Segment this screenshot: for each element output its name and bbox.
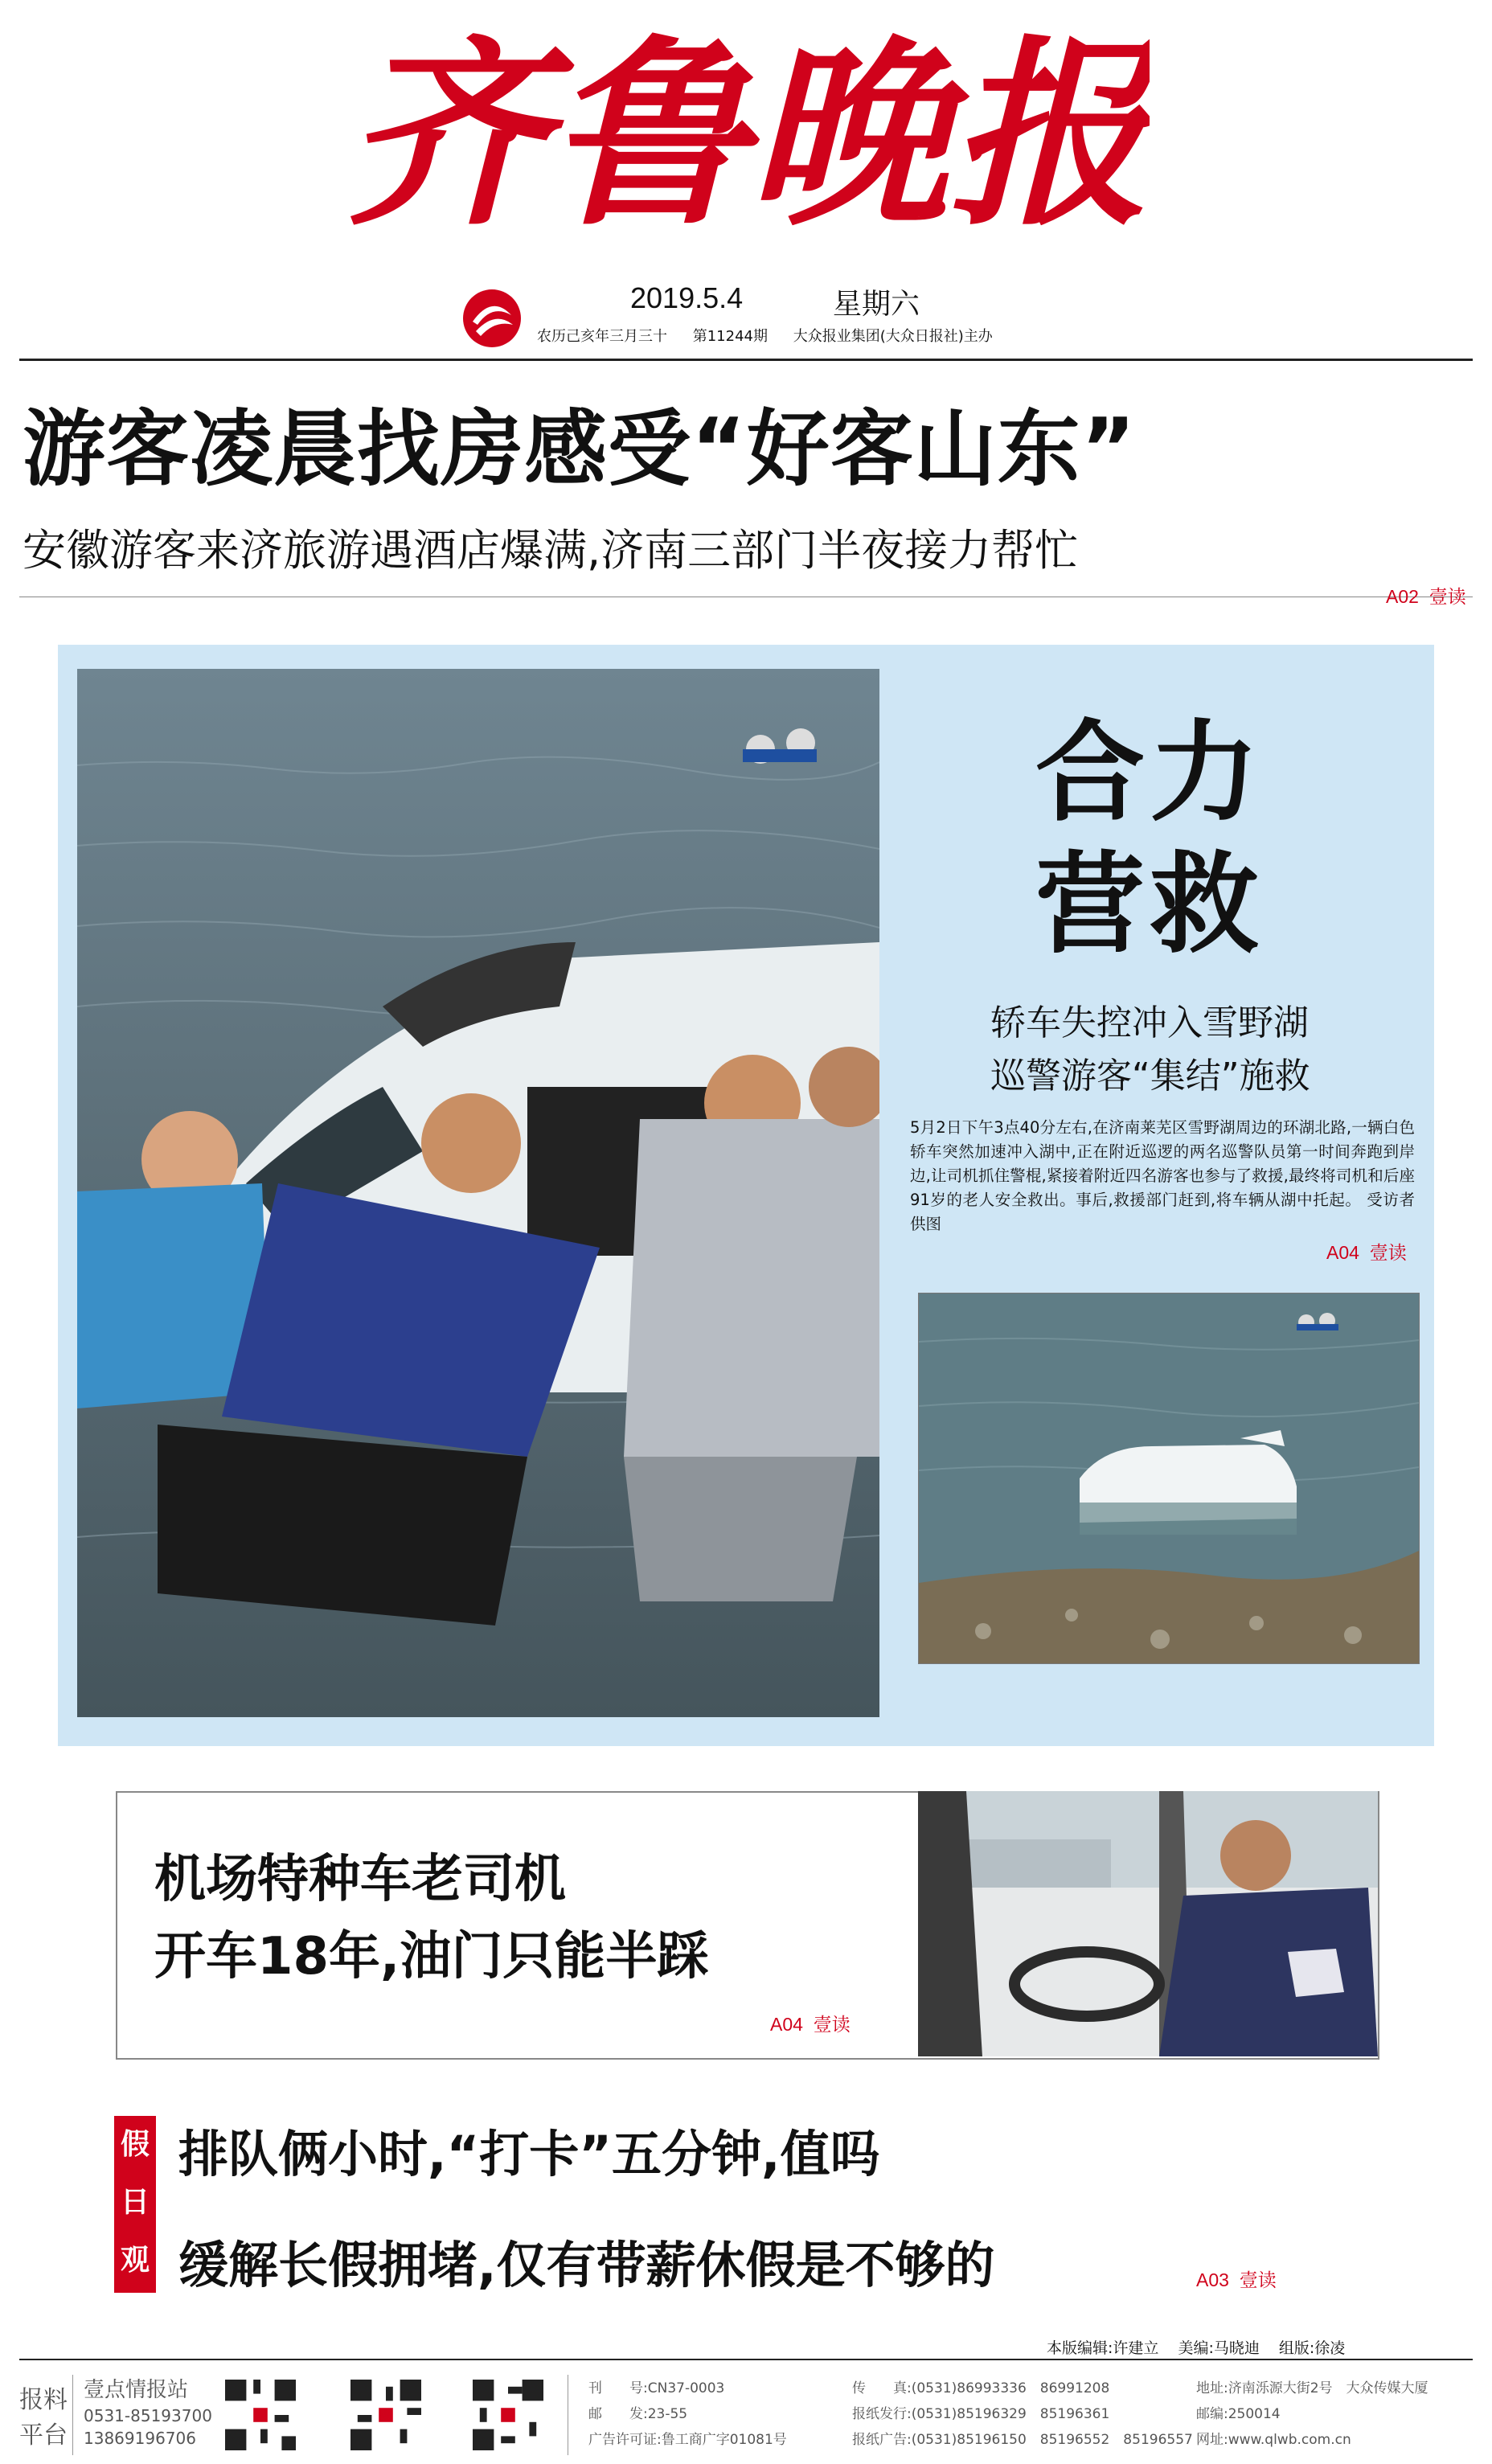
- page-credits: [1047, 2336, 1359, 2358]
- footer-col-a-1: 刊 号:CN37-0003: [588, 2380, 725, 2396]
- footer-col-c-3[interactable]: 网址:www.qlwb.com.cn: [1196, 2432, 1351, 2448]
- feature-title-line1: 合力: [1035, 710, 1264, 837]
- footer-col-c-2: 邮编:250014: [1196, 2406, 1281, 2422]
- lunar-date: 农历己亥年三月三十: [537, 328, 667, 345]
- issue-number: 第11244期: [692, 328, 768, 345]
- issue-weekday: 星期六: [833, 288, 920, 321]
- story2-ref-page: A04: [770, 2014, 803, 2035]
- qr-code-icon[interactable]: [225, 2380, 296, 2450]
- feature-subtitle: [990, 997, 1310, 1103]
- holiday-tag: [114, 2116, 156, 2293]
- feature-ref-page: A04: [1326, 1242, 1359, 1263]
- lead-subhead: 安徽游客来济旅游遇酒店爆满,济南三部门半夜接力帮忙: [23, 525, 1079, 576]
- story2-page-ref[interactable]: [770, 2010, 851, 2036]
- hotline-phone: 0531-85193700: [84, 2406, 212, 2425]
- hotline-label-1: 报料: [19, 2386, 68, 2414]
- story2-line1: 机场特种车老司机: [154, 1850, 566, 1909]
- feature-subtitle-line2: 巡警游客“集结”施救: [990, 1056, 1310, 1097]
- holiday-tag-char: 假: [120, 2128, 150, 2161]
- lead-page-ref[interactable]: [1386, 582, 1466, 609]
- feature-page-ref[interactable]: [1326, 1238, 1407, 1265]
- footer-col-c-1: 地址:济南泺源大街2号 大众传媒大厦: [1196, 2380, 1428, 2396]
- footer-col-a-2: 邮 发:23-55: [588, 2406, 688, 2422]
- hotline-name: 壹点情报站: [84, 2378, 189, 2402]
- brand-logo-icon: [460, 286, 524, 351]
- credit-layout: 组版:徐凌: [1278, 2339, 1346, 2357]
- car-in-lake-photo[interactable]: [918, 1293, 1420, 1664]
- holiday-ref-page: A03: [1196, 2269, 1229, 2290]
- footer-col-b-2: 报纸发行:(0531)85196329 85196361: [852, 2406, 1110, 2422]
- masthead-title-text: 齐鲁晚报: [346, 16, 1150, 252]
- rescue-main-photo[interactable]: [77, 669, 879, 1717]
- credit-art: 美编:马晓迪: [1178, 2339, 1260, 2357]
- holiday-tag-char: 观: [120, 2244, 150, 2277]
- masthead-calligraphy-logo: [346, 16, 1150, 257]
- qr-code-icon[interactable]: [473, 2380, 543, 2450]
- feature-body-text: 5月2日下午3点40分左右,在济南莱芜区雪野湖周边的环湖北路,一辆白色轿车突然加速冲入湖中,正在附近巡逻的两名巡警队员第一时间奔跑到岸边,让司机抓住警棍,紧接着附近四名游客也参与了救援,最终将司机和后座91岁的老人安全救出。事后,救援部门赶到,将车辆从湖中托起。 受访者供图: [910, 1118, 1415, 1233]
- holiday-tag-char: 日: [120, 2186, 150, 2219]
- masthead-divider: [19, 359, 1473, 361]
- feature-subtitle-line1: 轿车失控冲入雪野湖: [990, 1002, 1309, 1043]
- story2-headline[interactable]: [154, 1841, 708, 1995]
- feature-title-line2: 营救: [1035, 842, 1264, 969]
- holiday-headline-1[interactable]: 排队俩小时,“打卡”五分钟,值吗: [178, 2125, 880, 2183]
- footer-col-b-3: 报纸广告:(0531)85196150 85196552 85196557: [852, 2432, 1193, 2448]
- footer: [0, 2364, 1492, 2464]
- lead-ref-page: A02: [1386, 586, 1419, 607]
- masthead-title: [346, 16, 1150, 257]
- credit-editor: 本版编辑:许建立: [1047, 2339, 1159, 2357]
- issue-date: 2019.5.4: [630, 281, 744, 314]
- holiday-ref-label: 壹读: [1239, 2269, 1277, 2290]
- hotline-label-2: 平台: [19, 2421, 68, 2450]
- lead-headline[interactable]: 游客凌晨找房感受“好客山东”: [23, 401, 1137, 498]
- feature-title[interactable]: [1035, 707, 1264, 971]
- footer-col-b-1: 传 真:(0531)86993336 86991208: [852, 2380, 1110, 2396]
- story2-line2: 开车18年,油门只能半踩: [154, 1927, 709, 1986]
- footer-separator: [72, 2375, 73, 2455]
- footer-divider: [19, 2359, 1473, 2360]
- issue-info: [537, 325, 1014, 346]
- footer-col-a-3: 广告许可证:鲁工商广字01081号: [588, 2432, 787, 2448]
- qr-code-icon[interactable]: [350, 2380, 421, 2450]
- story2-ref-label: 壹读: [813, 2014, 851, 2035]
- hotline-mobile: 13869196706: [84, 2429, 196, 2448]
- feature-ref-label: 壹读: [1369, 1242, 1407, 1263]
- holiday-page-ref[interactable]: [1196, 2265, 1277, 2292]
- lead-ref-label: 壹读: [1428, 586, 1466, 607]
- holiday-headline-2[interactable]: 缓解长假拥堵,仅有带薪休假是不够的: [178, 2236, 995, 2294]
- airport-driver-photo[interactable]: [918, 1791, 1378, 2056]
- publisher: 大众报业集团(大众日报社)主办: [793, 328, 993, 345]
